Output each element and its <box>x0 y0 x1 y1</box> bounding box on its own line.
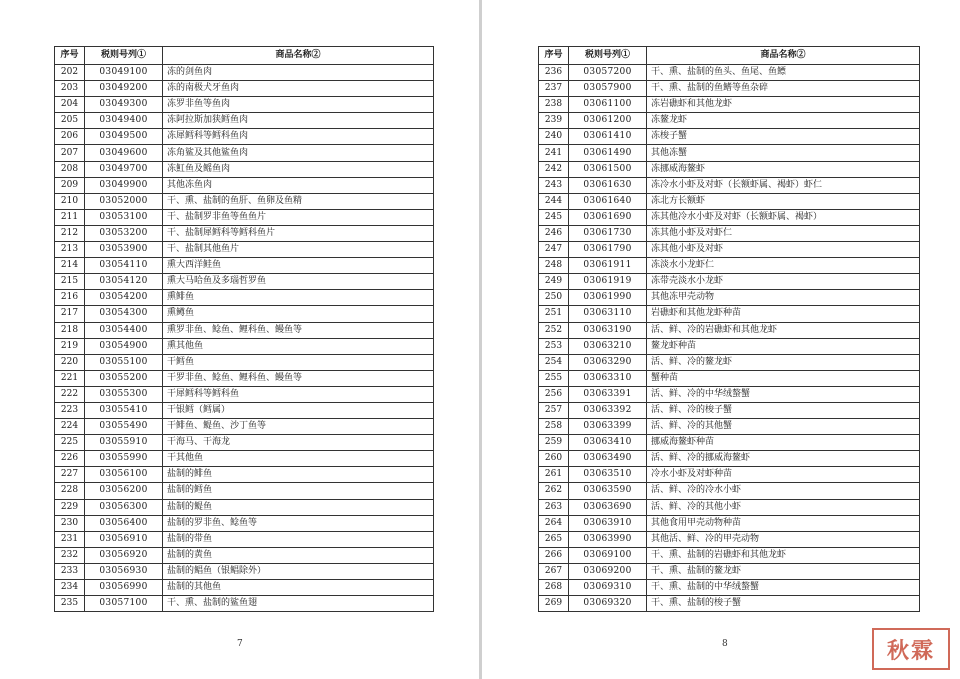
cell-code: 03054120 <box>85 274 163 290</box>
cell-code: 03054110 <box>85 258 163 274</box>
cell-code: 03061919 <box>569 274 647 290</box>
cell-code: 03053100 <box>85 209 163 225</box>
cell-name: 盐制的黄鱼 <box>163 547 434 563</box>
cell-code: 03056300 <box>85 499 163 515</box>
cell-seq: 230 <box>55 515 85 531</box>
cell-seq: 217 <box>55 306 85 322</box>
cell-name: 冻冷水小虾及对虾（长额虾属、褐虾）虾仁 <box>647 177 920 193</box>
table-row <box>55 402 434 418</box>
cell-code: 03061200 <box>569 113 647 129</box>
table-row <box>539 177 920 193</box>
table-row <box>539 258 920 274</box>
cell-code: 03061730 <box>569 225 647 241</box>
cell-seq: 236 <box>539 65 569 81</box>
cell-name: 干、熏、盐制的鱼鳍等鱼杂碎 <box>647 81 920 97</box>
cell-code: 03069200 <box>569 563 647 579</box>
cell-seq: 250 <box>539 290 569 306</box>
cell-seq: 248 <box>539 258 569 274</box>
table-row <box>55 419 434 435</box>
cell-code: 03063690 <box>569 499 647 515</box>
cell-name: 冻阿拉斯加狭鳕鱼肉 <box>163 113 434 129</box>
cell-seq: 221 <box>55 370 85 386</box>
table-row <box>539 419 920 435</box>
cell-name: 冻鳌龙虾 <box>647 113 920 129</box>
cell-code: 03061630 <box>569 177 647 193</box>
cell-code: 03054900 <box>85 338 163 354</box>
cell-code: 03053900 <box>85 242 163 258</box>
cell-name: 熏大马哈鱼及多瑙哲罗鱼 <box>163 274 434 290</box>
cell-name: 冻带壳淡水小龙虾 <box>647 274 920 290</box>
cell-code: 03069320 <box>569 596 647 612</box>
cell-seq: 264 <box>539 515 569 531</box>
table-row <box>55 370 434 386</box>
table-row <box>539 402 920 418</box>
table-row <box>539 145 920 161</box>
table-row <box>55 499 434 515</box>
cell-name: 干、熏、盐制的中华绒螯蟹 <box>647 580 920 596</box>
cell-name: 干其他鱼 <box>163 451 434 467</box>
cell-name: 干、熏、盐制的岩礁虾和其他龙虾 <box>647 547 920 563</box>
tariff-table-right <box>538 46 920 612</box>
cell-seq: 212 <box>55 225 85 241</box>
cell-name: 蟹种苗 <box>647 370 920 386</box>
table-row <box>55 467 434 483</box>
cell-seq: 260 <box>539 451 569 467</box>
cell-seq: 239 <box>539 113 569 129</box>
cell-name: 熏罗非鱼、鲶鱼、鲤科鱼、鳗鱼等 <box>163 322 434 338</box>
cell-name: 活、鲜、冷的其他蟹 <box>647 419 920 435</box>
cell-seq: 247 <box>539 242 569 258</box>
page-number: 7 <box>237 639 243 649</box>
cell-code: 03063190 <box>569 322 647 338</box>
cell-name: 盐制的鳀鱼 <box>163 499 434 515</box>
cell-code: 03055910 <box>85 435 163 451</box>
cell-code: 03063110 <box>569 306 647 322</box>
page-number: 8 <box>722 639 728 649</box>
cell-name: 冻犀鳕科等鳕科鱼肉 <box>163 129 434 145</box>
cell-seq: 209 <box>55 177 85 193</box>
table-row <box>55 338 434 354</box>
cell-seq: 227 <box>55 467 85 483</box>
cell-seq: 255 <box>539 370 569 386</box>
cell-code: 03049200 <box>85 81 163 97</box>
table-row <box>539 242 920 258</box>
cell-code: 03061100 <box>569 97 647 113</box>
table-row <box>539 65 920 81</box>
cell-name: 冻的南极犬牙鱼肉 <box>163 81 434 97</box>
cell-seq: 218 <box>55 322 85 338</box>
cell-name: 干、熏、盐制的梭子蟹 <box>647 596 920 612</box>
cell-name: 熏鲱鱼 <box>163 290 434 306</box>
header-name: 商品名称② <box>647 47 920 65</box>
cell-seq: 226 <box>55 451 85 467</box>
cell-code: 03056910 <box>85 531 163 547</box>
table-row <box>539 97 920 113</box>
cell-name: 活、鲜、冷的其他小虾 <box>647 499 920 515</box>
table-row <box>55 563 434 579</box>
cell-name: 冻其他小虾及对虾 <box>647 242 920 258</box>
cell-name: 干、盐制其他鱼片 <box>163 242 434 258</box>
cell-code: 03055100 <box>85 354 163 370</box>
cell-name: 盐制的罗非鱼、鲶鱼等 <box>163 515 434 531</box>
cell-seq: 253 <box>539 338 569 354</box>
table-row <box>539 547 920 563</box>
cell-code: 03057100 <box>85 596 163 612</box>
cell-seq: 259 <box>539 435 569 451</box>
cell-code: 03056100 <box>85 467 163 483</box>
table-row <box>55 322 434 338</box>
cell-name: 冻的剑鱼肉 <box>163 65 434 81</box>
cell-name: 干鲱鱼、鳀鱼、沙丁鱼等 <box>163 419 434 435</box>
header-seq: 序号 <box>539 47 569 65</box>
cell-seq: 258 <box>539 419 569 435</box>
cell-name: 冻北方长额虾 <box>647 193 920 209</box>
cell-code: 03061640 <box>569 193 647 209</box>
document-page-left <box>0 0 479 679</box>
cell-seq: 237 <box>539 81 569 97</box>
cell-name: 干银鳕（鳕属） <box>163 402 434 418</box>
cell-code: 03063399 <box>569 419 647 435</box>
table-row <box>539 467 920 483</box>
table-row <box>55 483 434 499</box>
table-row <box>539 129 920 145</box>
table-row <box>55 258 434 274</box>
cell-seq: 257 <box>539 402 569 418</box>
table-row <box>55 177 434 193</box>
table-row <box>539 209 920 225</box>
header-seq: 序号 <box>55 47 85 65</box>
cell-seq: 214 <box>55 258 85 274</box>
cell-name: 冻角鲨及其他鲨鱼肉 <box>163 145 434 161</box>
cell-seq: 251 <box>539 306 569 322</box>
table-row <box>55 386 434 402</box>
cell-code: 03061410 <box>569 129 647 145</box>
header-code: 税则号列① <box>85 47 163 65</box>
cell-code: 03049300 <box>85 97 163 113</box>
cell-name: 冻淡水小龙虾仁 <box>647 258 920 274</box>
cell-name: 其他活、鲜、冷的甲壳动物 <box>647 531 920 547</box>
cell-name: 挪威海鳌虾种苗 <box>647 435 920 451</box>
cell-seq: 228 <box>55 483 85 499</box>
table-row <box>539 386 920 402</box>
header-name: 商品名称② <box>163 47 434 65</box>
cell-seq: 252 <box>539 322 569 338</box>
cell-name: 干犀鳕科等鳕科鱼 <box>163 386 434 402</box>
cell-code: 03057200 <box>569 65 647 81</box>
tariff-table-left <box>54 46 434 612</box>
cell-name: 干、盐制犀鳕科等鳕科鱼片 <box>163 225 434 241</box>
cell-code: 03049700 <box>85 161 163 177</box>
cell-name: 干、熏、盐制的鱼肝、鱼卵及鱼精 <box>163 193 434 209</box>
cell-seq: 243 <box>539 177 569 193</box>
cell-name: 活、鲜、冷的中华绒螯蟹 <box>647 386 920 402</box>
cell-code: 03049100 <box>85 65 163 81</box>
cell-seq: 231 <box>55 531 85 547</box>
cell-name: 鳌龙虾种苗 <box>647 338 920 354</box>
cell-code: 03055410 <box>85 402 163 418</box>
table-row <box>55 515 434 531</box>
table-row <box>55 596 434 612</box>
table-row <box>55 290 434 306</box>
cell-seq: 203 <box>55 81 85 97</box>
cell-name: 岩礁虾和其他龙虾种苗 <box>647 306 920 322</box>
cell-name: 冻罗非鱼等鱼肉 <box>163 97 434 113</box>
table-row <box>539 322 920 338</box>
table-row <box>539 596 920 612</box>
table-row <box>55 306 434 322</box>
table-row <box>539 451 920 467</box>
cell-seq: 242 <box>539 161 569 177</box>
cell-code: 03056990 <box>85 580 163 596</box>
cell-name: 干鳕鱼 <box>163 354 434 370</box>
cell-name: 冻挪威海鳌虾 <box>647 161 920 177</box>
cell-seq: 261 <box>539 467 569 483</box>
cell-code: 03069100 <box>569 547 647 563</box>
table-row <box>55 225 434 241</box>
table-row <box>55 193 434 209</box>
table-row <box>55 531 434 547</box>
table-row <box>55 129 434 145</box>
table-row <box>539 515 920 531</box>
cell-code: 03063290 <box>569 354 647 370</box>
cell-code: 03054400 <box>85 322 163 338</box>
cell-code: 03049600 <box>85 145 163 161</box>
table-row <box>539 290 920 306</box>
cell-code: 03055490 <box>85 419 163 435</box>
table-row <box>55 145 434 161</box>
cell-seq: 208 <box>55 161 85 177</box>
table-header-row <box>55 47 434 65</box>
cell-name: 冻其他冷水小虾及对虾（长额虾属、褐虾） <box>647 209 920 225</box>
table-row <box>55 242 434 258</box>
table-row <box>55 354 434 370</box>
cell-name: 干罗非鱼、鲶鱼、鲤科鱼、鳗鱼等 <box>163 370 434 386</box>
cell-code: 03055300 <box>85 386 163 402</box>
cell-code: 03054200 <box>85 290 163 306</box>
cell-name: 其他食用甲壳动物种苗 <box>647 515 920 531</box>
cell-code: 03053200 <box>85 225 163 241</box>
cell-code: 03055200 <box>85 370 163 386</box>
table-row <box>539 435 920 451</box>
cell-name: 干、盐制罗非鱼等鱼鱼片 <box>163 209 434 225</box>
cell-name: 盐制的鲳鱼（银鲳除外） <box>163 563 434 579</box>
cell-name: 盐制的鲱鱼 <box>163 467 434 483</box>
cell-code: 03061790 <box>569 242 647 258</box>
cell-code: 03056400 <box>85 515 163 531</box>
table-row <box>539 161 920 177</box>
cell-code: 03063590 <box>569 483 647 499</box>
cell-name: 熏其他鱼 <box>163 338 434 354</box>
cell-seq: 262 <box>539 483 569 499</box>
cell-name: 熏大西洋鲑鱼 <box>163 258 434 274</box>
cell-seq: 263 <box>539 499 569 515</box>
cell-code: 03049500 <box>85 129 163 145</box>
cell-seq: 233 <box>55 563 85 579</box>
cell-code: 03063910 <box>569 515 647 531</box>
table-row <box>539 580 920 596</box>
cell-code: 03061500 <box>569 161 647 177</box>
cell-code: 03063510 <box>569 467 647 483</box>
document-page-right <box>482 0 960 679</box>
cell-seq: 265 <box>539 531 569 547</box>
table-row <box>539 499 920 515</box>
cell-seq: 229 <box>55 499 85 515</box>
table-row <box>55 113 434 129</box>
cell-seq: 234 <box>55 580 85 596</box>
cell-name: 干、熏、盐制的鱼头、鱼尾、鱼鳔 <box>647 65 920 81</box>
table-row <box>539 370 920 386</box>
table-row <box>539 306 920 322</box>
cell-code: 03056920 <box>85 547 163 563</box>
cell-name: 盐制的鳕鱼 <box>163 483 434 499</box>
table-row <box>55 580 434 596</box>
cell-name: 其他冻甲壳动物 <box>647 290 920 306</box>
cell-seq: 220 <box>55 354 85 370</box>
cell-seq: 268 <box>539 580 569 596</box>
cell-seq: 244 <box>539 193 569 209</box>
cell-name: 干、熏、盐制的鳌龙虾 <box>647 563 920 579</box>
cell-code: 03063990 <box>569 531 647 547</box>
table-row <box>539 225 920 241</box>
cell-seq: 202 <box>55 65 85 81</box>
cell-code: 03061911 <box>569 258 647 274</box>
cell-name: 其他冻鱼肉 <box>163 177 434 193</box>
cell-seq: 225 <box>55 435 85 451</box>
cell-code: 03063490 <box>569 451 647 467</box>
table-row <box>55 97 434 113</box>
cell-seq: 205 <box>55 113 85 129</box>
cell-seq: 241 <box>539 145 569 161</box>
table-row <box>55 209 434 225</box>
cell-code: 03049400 <box>85 113 163 129</box>
cell-seq: 235 <box>55 596 85 612</box>
cell-code: 03061690 <box>569 209 647 225</box>
cell-name: 冻岩礁虾和其他龙虾 <box>647 97 920 113</box>
table-body-left <box>55 65 434 612</box>
cell-seq: 254 <box>539 354 569 370</box>
cell-code: 03069310 <box>569 580 647 596</box>
cell-code: 03056200 <box>85 483 163 499</box>
cell-seq: 206 <box>55 129 85 145</box>
cell-name: 活、鲜、冷的挪威海鳌虾 <box>647 451 920 467</box>
cell-seq: 256 <box>539 386 569 402</box>
cell-code: 03063392 <box>569 402 647 418</box>
cell-seq: 224 <box>55 419 85 435</box>
cell-code: 03054300 <box>85 306 163 322</box>
table-row <box>55 547 434 563</box>
cell-name: 干、熏、盐制的鲨鱼翅 <box>163 596 434 612</box>
cell-name: 盐制的其他鱼 <box>163 580 434 596</box>
cell-name: 其他冻蟹 <box>647 145 920 161</box>
table-row <box>539 563 920 579</box>
table-row <box>55 274 434 290</box>
table-row <box>539 531 920 547</box>
cell-code: 03063391 <box>569 386 647 402</box>
cell-seq: 215 <box>55 274 85 290</box>
red-seal-stamp: 秋霖 <box>872 628 950 670</box>
cell-seq: 219 <box>55 338 85 354</box>
table-header-row <box>539 47 920 65</box>
cell-code: 03056930 <box>85 563 163 579</box>
cell-seq: 216 <box>55 290 85 306</box>
cell-code: 03049900 <box>85 177 163 193</box>
cell-name: 干海马、干海龙 <box>163 435 434 451</box>
cell-name: 盐制的带鱼 <box>163 531 434 547</box>
cell-seq: 266 <box>539 547 569 563</box>
cell-code: 03063310 <box>569 370 647 386</box>
table-row <box>539 354 920 370</box>
cell-name: 熏鳟鱼 <box>163 306 434 322</box>
cell-seq: 204 <box>55 97 85 113</box>
cell-code: 03057900 <box>569 81 647 97</box>
cell-seq: 211 <box>55 209 85 225</box>
table-row <box>539 274 920 290</box>
cell-code: 03063410 <box>569 435 647 451</box>
table-row <box>55 451 434 467</box>
table-row <box>55 81 434 97</box>
table-row <box>539 81 920 97</box>
cell-seq: 245 <box>539 209 569 225</box>
cell-name: 活、鲜、冷的梭子蟹 <box>647 402 920 418</box>
cell-name: 活、鲜、冷的冷水小虾 <box>647 483 920 499</box>
cell-code: 03061990 <box>569 290 647 306</box>
cell-code: 03052000 <box>85 193 163 209</box>
cell-seq: 269 <box>539 596 569 612</box>
cell-seq: 207 <box>55 145 85 161</box>
table-row <box>539 338 920 354</box>
cell-name: 活、鲜、冷的岩礁虾和其他龙虾 <box>647 322 920 338</box>
cell-code: 03063210 <box>569 338 647 354</box>
cell-seq: 210 <box>55 193 85 209</box>
cell-code: 03061490 <box>569 145 647 161</box>
table-row <box>539 483 920 499</box>
cell-seq: 223 <box>55 402 85 418</box>
cell-seq: 213 <box>55 242 85 258</box>
cell-code: 03055990 <box>85 451 163 467</box>
cell-name: 冻魟鱼及鳐鱼肉 <box>163 161 434 177</box>
cell-seq: 249 <box>539 274 569 290</box>
cell-seq: 240 <box>539 129 569 145</box>
cell-seq: 232 <box>55 547 85 563</box>
cell-seq: 267 <box>539 563 569 579</box>
cell-seq: 238 <box>539 97 569 113</box>
cell-name: 冻其他小虾及对虾仁 <box>647 225 920 241</box>
cell-seq: 222 <box>55 386 85 402</box>
table-row <box>55 161 434 177</box>
table-row <box>539 193 920 209</box>
cell-name: 冻梭子蟹 <box>647 129 920 145</box>
table-row <box>55 435 434 451</box>
table-body-right <box>539 65 920 612</box>
cell-name: 活、鲜、冷的鳌龙虾 <box>647 354 920 370</box>
table-row <box>539 113 920 129</box>
header-code: 税则号列① <box>569 47 647 65</box>
table-row <box>55 65 434 81</box>
cell-name: 冷水小虾及对虾种苗 <box>647 467 920 483</box>
cell-seq: 246 <box>539 225 569 241</box>
